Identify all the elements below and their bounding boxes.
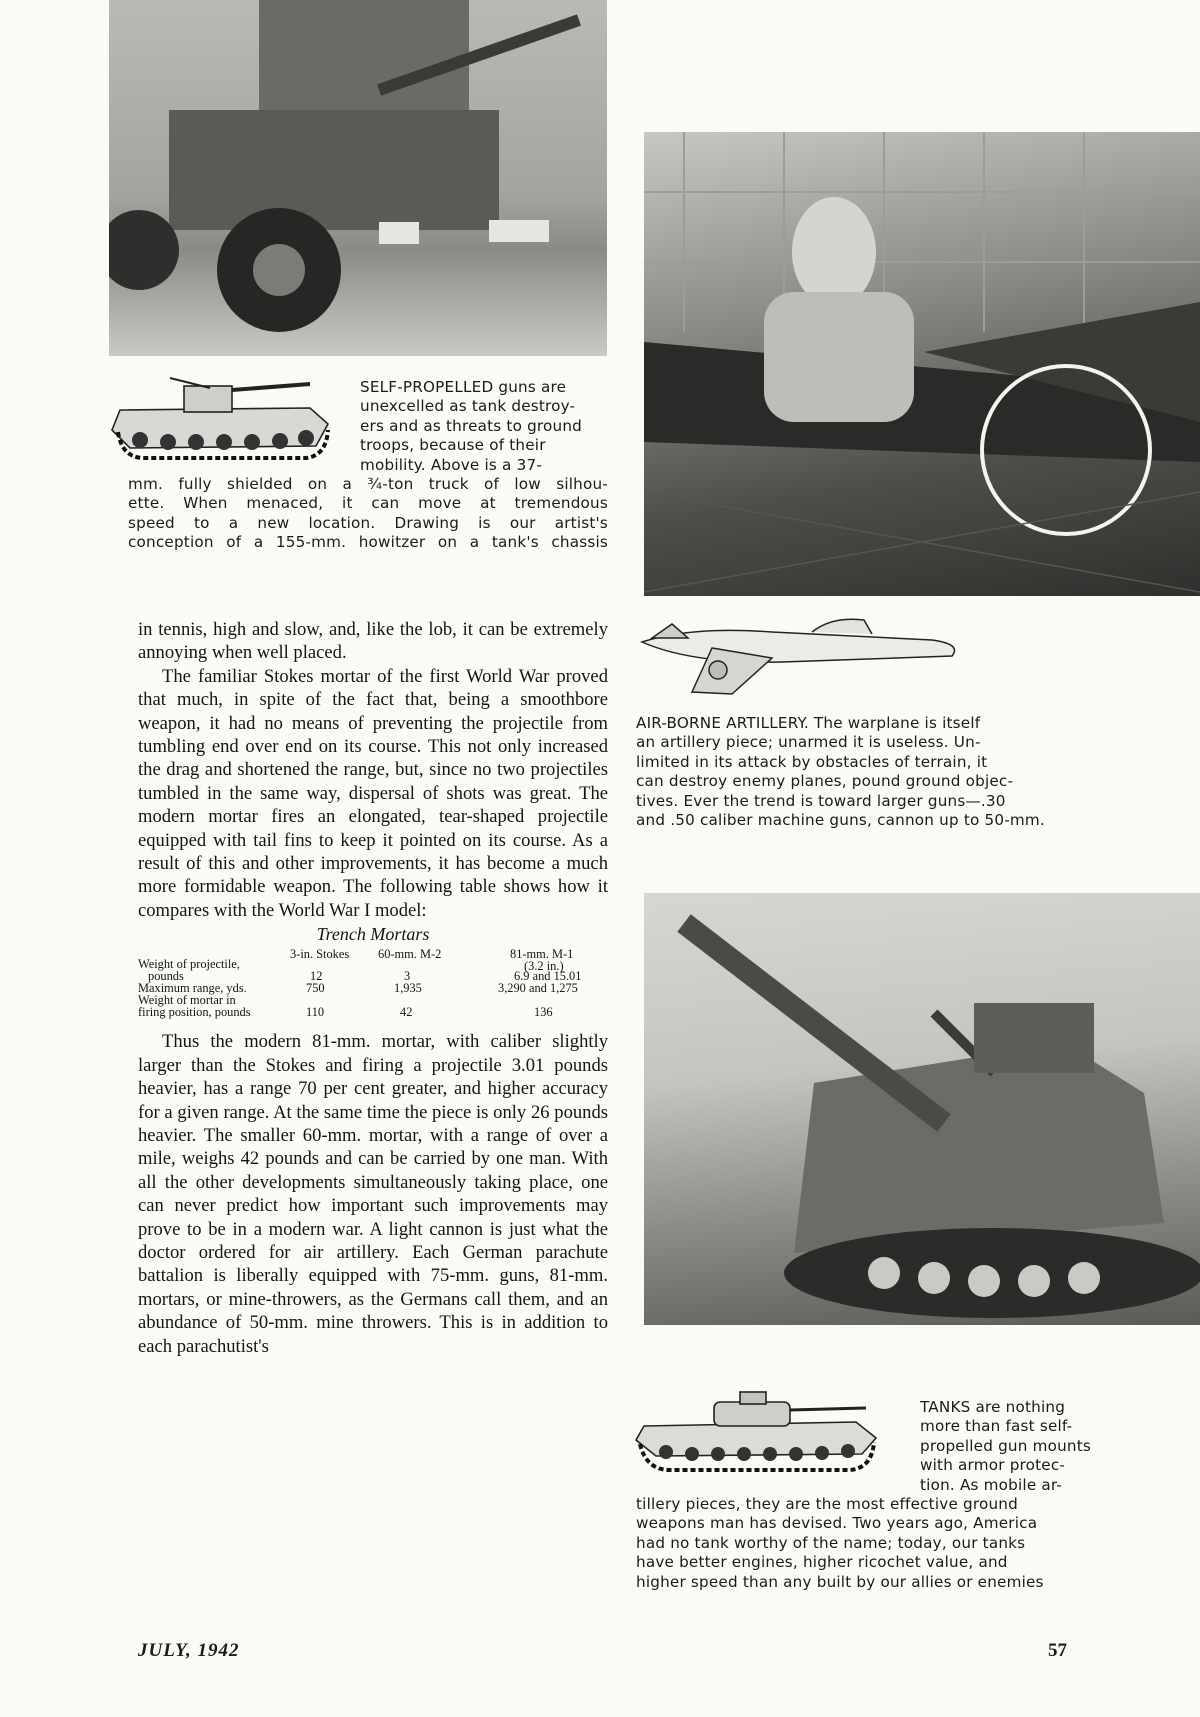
caption-line: tion. As mobile ar- [920,1475,1063,1494]
caption-line: TANKS are nothing [920,1398,1066,1416]
table-col-header: 81-mm. M-1 [510,947,574,962]
footer-date [138,1640,239,1662]
caption-line: had no tank worthy of the name; today, our tanks [636,1533,1026,1552]
caption-line: propelled gun mounts [920,1436,1092,1455]
photo-truck-mounted-gun [109,0,607,356]
caption-line: AIR-BORNE ARTILLERY. The warplane is itself [636,714,981,732]
table-title: Trench Mortars [316,924,430,945]
caption-self-propelled-cont [128,475,608,553]
caption-lead: SELF-PROPELLED [360,378,494,396]
table-cell: 1,935 [394,981,422,996]
caption-line [360,378,566,396]
caption-line: ers and as threats to ground [360,416,583,435]
caption-line: tillery pieces, they are the most effective ground [636,1495,1018,1513]
table-row-label: Weight of projectile, [138,957,240,972]
table-cell: 12 [310,969,323,984]
photo-warplane-ammunition [644,132,1200,596]
table-col-header: 3-in. Stokes [290,947,350,962]
caption-line: ette. When menaced, it can move at tremendous [128,494,608,513]
caption-line: troops, because of their [360,436,546,455]
table-cell: 136 [534,1005,553,1020]
drawing-warplane [632,612,972,704]
caption-line: conception of a 155-mm. howitzer on a tank's chassis [128,533,608,552]
caption-tanks-cont [636,1495,1102,1592]
caption-line: have better engines, higher ricochet value, and [636,1553,1008,1572]
article-body [138,618,608,1358]
caption-line: can destroy enemy planes, pound ground objec- [636,772,1014,791]
table-col-header: 60-mm. M-2 [378,947,442,962]
caption-line: speed to a new location. Drawing is our artist's [128,513,608,532]
table-cell: 3 [404,969,411,984]
caption-line: an artillery piece; unarmed it is useless. Un- [636,733,981,752]
caption-airborne [636,714,1106,830]
table-row-label: Weight of mortar in [138,993,236,1008]
caption-line: more than fast self- [920,1417,1073,1436]
caption-line: unexcelled as tank destroy- [360,397,576,416]
table-cell: 110 [306,1005,325,1020]
issue-date: JULY, 1942 [138,1640,240,1661]
caption-line: higher speed than any built by our allies or enemies [636,1572,1044,1591]
drawing-howitzer-on-tank-chassis [110,368,342,470]
paragraph: in tennis, high and slow, and, like the lob, it can be extremely annoying when well placed. [138,619,608,664]
paragraph: Thus the modern 81-mm. mortar, with caliber slightly larger than the Stokes and firing a projectile 3.01 pounds heavier, has a range 70 per cent greater, and higher accuracy for a given range. At the same time the piece is only 26 pounds heavier. The smaller 60-mm. mortar, with a range of over a mile, weighs 42 pounds and can be carried by one man. With all the other developments simultaneously taking place, one can never predict how important such improvements may prove to be in a modern war. A light cannon is just what the doctor ordered for air artillery. Each German parachute battalion is liberally equipped with 75-mm. guns, 81-mm. mortars, or mine-throwers, as the Germans call them, and an abundance of 50-mm. mine throwers. This is in addition to each parachutist's [138,1031,608,1357]
table-col-header: (3.2 in.) [524,959,564,974]
trench-mortars-table [138,924,608,1024]
drawing-tank [630,1388,894,1476]
table-cell: 750 [306,981,325,996]
table-cell: 3,290 and 1,275 [498,981,578,996]
caption-line: mm. fully shielded on a ¾-ton truck of low silhou- [128,475,608,493]
paragraph: The familiar Stokes mortar of the first World War proved that much, in spite of the fact that, being a smoothbore weapon, it had no means of preventing the projectile from tumbling end over end on its course. This not only increased the drag and shortened the range, but, since no two projectiles tumbled in the same way, dispersal of shots was great. The modern mortar fires an elongated, tear-shaped projectile equipped with tail fins to keep it pointed on its course. As a result of this and other improvements, it has become a much more formidable weapon. The following table shows how it compares with the World War I model: [138,665,608,921]
table-row-label: pounds [148,969,184,984]
caption-line: mobility. Above is a 37- [360,455,542,474]
page-number: 57 [1048,1640,1067,1661]
caption-line-text: guns are [493,378,567,396]
caption-tanks [920,1398,1100,1495]
caption-line: limited in its attack by obstacles of terrain, it [636,752,988,771]
caption-self-propelled [360,378,608,475]
caption-line: with armor protec- [920,1456,1066,1475]
caption-line: and .50 caliber machine guns, cannon up to 50-mm. [636,811,1045,830]
caption-line: tives. Ever the trend is toward larger guns—.30 [636,791,1006,810]
table-cell: 6.9 and 15.01 [514,969,582,984]
table-cell: 42 [400,1005,413,1020]
photo-tank [644,893,1200,1325]
table-row-label: Maximum range, yds. [138,981,247,996]
caption-line: weapons man has devised. Two years ago, America [636,1514,1038,1533]
table-row-label: firing position, pounds [138,1005,251,1020]
